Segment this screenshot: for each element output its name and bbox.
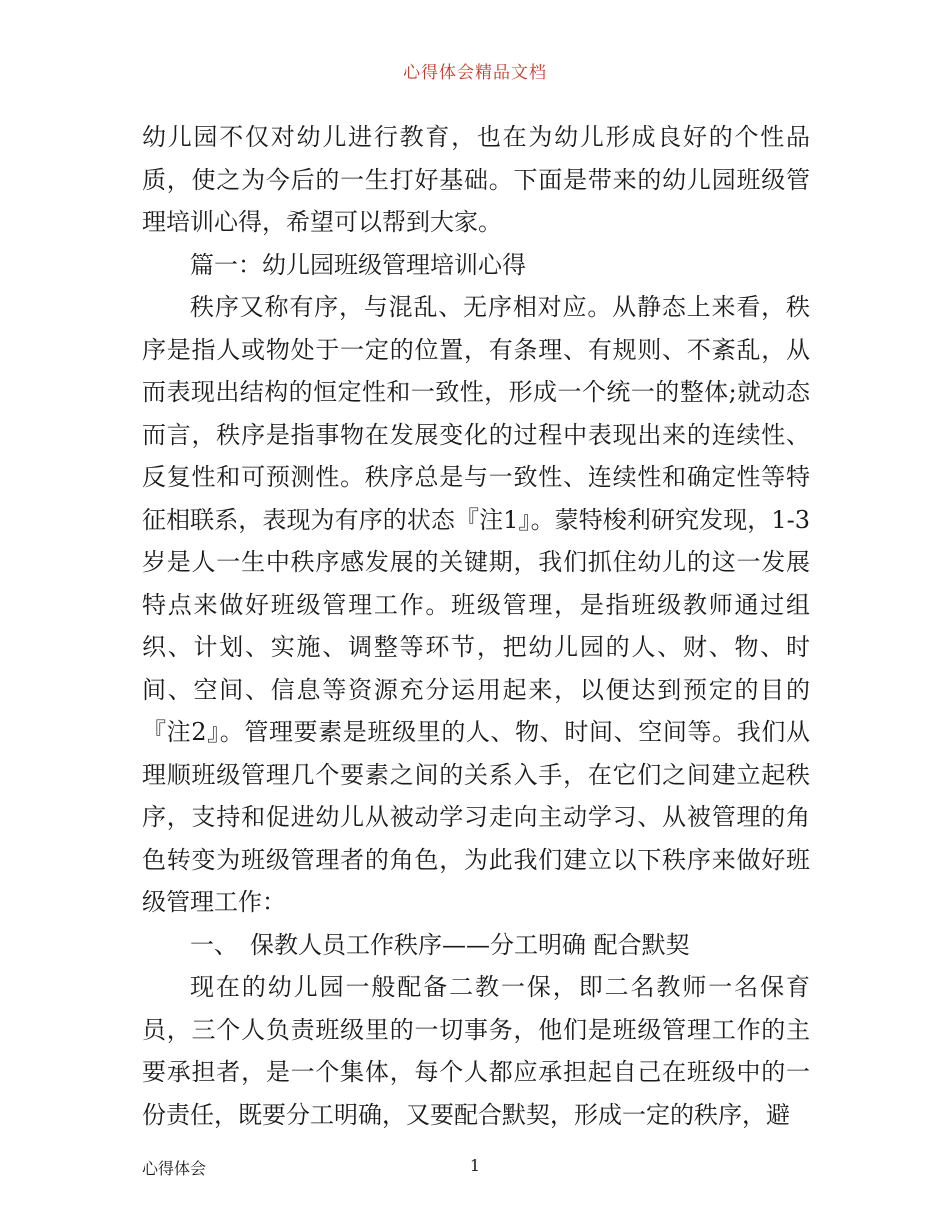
footer-label: 心得体会 (142, 1159, 207, 1178)
intro-paragraph: 幼儿园不仅对幼儿进行教育，也在为幼儿形成良好的个性品质，使之为今后的一生打好基础。下面是带来的幼儿园班级管理培训心得，希望可以帮到大家。 (142, 123, 810, 236)
document-body (142, 116, 810, 1136)
document-header: 心得体会精品文档 (403, 63, 547, 83)
body-paragraph-2: 现在的幼儿园一般配备二教一保，即二名教师一名保育员，三个人负责班级里的一切事务，他们是班级管理工作的主要承担者，是一个集体，每个人都应承担起自己在班级中的一份责任，既要分工明确，又要配合默契，形成一定的秩序，避 (142, 973, 810, 1129)
page-number: 1 (469, 1156, 481, 1175)
body-paragraph-1: 秩序又称有序，与混乱、无序相对应。从静态上来看，秩序是指人或物处于一定的位置，有条理、有规则、不紊乱，从而表现出结构的恒定性和一致性，形成一个统一的整体;就动态而言，秩序是指事物在发展变化的过程中表现出来的连续性、反复性和可预测性。秩序总是与一致性、连续性和确定性等特征相联系，表现为有序的状态『注1』。蒙特梭利研究发现，1-3岁是人一生中秩序感发展的关键期，我们抓住幼儿的这一发展特点来做好班级管理工作。班级管理，是指班级教师通过组织、计划、实施、调整等环节，把幼儿园的人、财、物、时间、空间、信息等资源充分运用起来，以便达到预定的目的『注2』。管理要素是班级里的人、物、时间、空间等。我们从理顺班级管理几个要素之间的关系入手，在它们之间建立起秩序，支持和促进幼儿从被动学习走向主动学习、从被管理的角色转变为班级管理者的角色，为此我们建立以下秩序来做好班级管理工作： (142, 293, 810, 916)
subheading-1: 一、 保教人员工作秩序——分工明确 配合默契 (190, 930, 690, 959)
section-title: 篇一：幼儿园班级管理培训心得 (190, 250, 526, 279)
